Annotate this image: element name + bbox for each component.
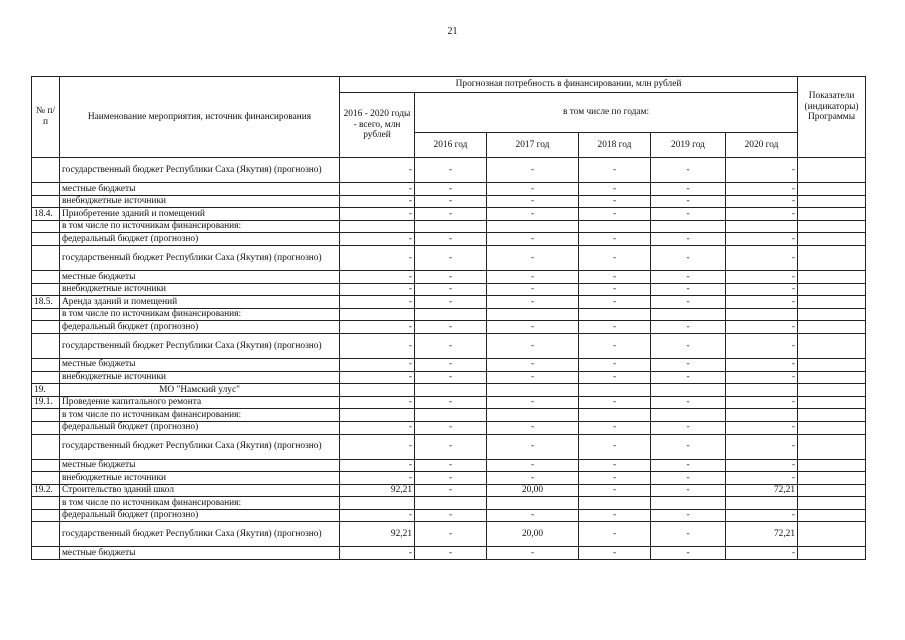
cell-total: - xyxy=(340,472,415,485)
cell-year-2020 xyxy=(726,409,798,422)
cell-year-2020: - xyxy=(726,195,798,208)
table-row xyxy=(32,321,866,334)
row-number xyxy=(32,195,60,208)
cell-year-2017: - xyxy=(487,371,579,384)
cell-year-2020: 72,21 xyxy=(726,484,798,497)
table-body xyxy=(32,158,866,560)
table-row xyxy=(32,296,866,309)
row-number: 19.1. xyxy=(32,396,60,409)
cell-year-2018: - xyxy=(579,296,651,309)
cell-year-2018: - xyxy=(579,434,651,459)
header-year-2020: 2020 год xyxy=(726,133,798,158)
row-number xyxy=(32,497,60,510)
cell-year-2017 xyxy=(487,384,579,397)
table-row xyxy=(32,283,866,296)
cell-total: - xyxy=(340,283,415,296)
cell-year-2018: - xyxy=(579,509,651,522)
row-number xyxy=(32,421,60,434)
cell-year-2016: - xyxy=(415,509,487,522)
header-year-2016: 2016 год xyxy=(415,133,487,158)
cell-year-2016: - xyxy=(415,296,487,309)
cell-year-2020: - xyxy=(726,283,798,296)
cell-year-2017: - xyxy=(487,270,579,283)
cell-year-2019 xyxy=(651,409,726,422)
cell-year-2016: - xyxy=(415,208,487,221)
cell-year-2018: - xyxy=(579,371,651,384)
cell-year-2018: - xyxy=(579,245,651,270)
cell-year-2016: - xyxy=(415,283,487,296)
row-number xyxy=(32,459,60,472)
cell-year-2016: - xyxy=(415,233,487,246)
cell-year-2017: - xyxy=(487,195,579,208)
cell-year-2019: - xyxy=(651,208,726,221)
cell-year-2020: - xyxy=(726,547,798,560)
header-total: 2016 - 2020 годы - всего, млн рублей xyxy=(340,93,415,158)
cell-year-2019: - xyxy=(651,522,726,547)
row-name: в том числе по источникам финансирования: xyxy=(60,220,340,233)
row-number xyxy=(32,522,60,547)
row-name: местные бюджеты xyxy=(60,547,340,560)
cell-total: - xyxy=(340,421,415,434)
row-name: в том числе по источникам финансирования: xyxy=(60,409,340,422)
cell-year-2016: - xyxy=(415,472,487,485)
cell-indicators xyxy=(798,296,866,309)
cell-indicators xyxy=(798,371,866,384)
cell-total: - xyxy=(340,321,415,334)
cell-year-2018 xyxy=(579,308,651,321)
cell-indicators xyxy=(798,158,866,183)
financing-table xyxy=(31,76,866,560)
cell-year-2017: - xyxy=(487,158,579,183)
table-row xyxy=(32,509,866,522)
cell-total: - xyxy=(340,270,415,283)
cell-total: - xyxy=(340,358,415,371)
row-number xyxy=(32,409,60,422)
row-name: местные бюджеты xyxy=(60,270,340,283)
row-name: внебюджетные источники xyxy=(60,195,340,208)
cell-indicators xyxy=(798,358,866,371)
row-name: МО "Намский улус" xyxy=(60,384,340,397)
row-name: местные бюджеты xyxy=(60,459,340,472)
cell-year-2016: - xyxy=(415,547,487,560)
cell-year-2019: - xyxy=(651,472,726,485)
cell-year-2018 xyxy=(579,220,651,233)
cell-year-2018: - xyxy=(579,333,651,358)
cell-year-2020: 72,21 xyxy=(726,522,798,547)
cell-indicators xyxy=(798,409,866,422)
cell-indicators xyxy=(798,308,866,321)
row-name: Строительство зданий школ xyxy=(60,484,340,497)
cell-indicators xyxy=(798,509,866,522)
cell-year-2018: - xyxy=(579,421,651,434)
cell-indicators xyxy=(798,384,866,397)
cell-year-2020: - xyxy=(726,208,798,221)
row-name: федеральный бюджет (прогнозно) xyxy=(60,233,340,246)
table-row xyxy=(32,233,866,246)
table-row xyxy=(32,434,866,459)
table-row xyxy=(32,308,866,321)
row-number xyxy=(32,358,60,371)
cell-year-2016: - xyxy=(415,183,487,196)
cell-year-2016: - xyxy=(415,522,487,547)
cell-year-2020: - xyxy=(726,233,798,246)
cell-year-2020: - xyxy=(726,321,798,334)
cell-year-2019 xyxy=(651,220,726,233)
table-row xyxy=(32,547,866,560)
row-number xyxy=(32,270,60,283)
table-row xyxy=(32,497,866,510)
cell-total: - xyxy=(340,233,415,246)
row-number xyxy=(32,308,60,321)
cell-total: 92,21 xyxy=(340,484,415,497)
cell-year-2020: - xyxy=(726,421,798,434)
cell-year-2020: - xyxy=(726,183,798,196)
cell-year-2016: - xyxy=(415,459,487,472)
cell-year-2017: - xyxy=(487,434,579,459)
row-number xyxy=(32,434,60,459)
row-number xyxy=(32,547,60,560)
row-number: 18.5. xyxy=(32,296,60,309)
cell-year-2017: - xyxy=(487,333,579,358)
cell-indicators xyxy=(798,183,866,196)
cell-year-2016 xyxy=(415,384,487,397)
cell-year-2020: - xyxy=(726,434,798,459)
cell-indicators xyxy=(798,220,866,233)
cell-total: - xyxy=(340,434,415,459)
cell-year-2020: - xyxy=(726,472,798,485)
row-name: местные бюджеты xyxy=(60,358,340,371)
row-name: внебюджетные источники xyxy=(60,371,340,384)
cell-year-2017: - xyxy=(487,296,579,309)
cell-total xyxy=(340,409,415,422)
cell-year-2020: - xyxy=(726,296,798,309)
table-header xyxy=(32,77,866,158)
table-row xyxy=(32,333,866,358)
row-number xyxy=(32,333,60,358)
table-row xyxy=(32,472,866,485)
table-row xyxy=(32,358,866,371)
cell-indicators xyxy=(798,245,866,270)
cell-year-2017 xyxy=(487,308,579,321)
cell-year-2019: - xyxy=(651,434,726,459)
cell-total xyxy=(340,220,415,233)
cell-year-2016: - xyxy=(415,421,487,434)
cell-indicators xyxy=(798,208,866,221)
header-num: № п/п xyxy=(32,77,60,158)
cell-year-2019: - xyxy=(651,233,726,246)
row-name: Аренда зданий и помещений xyxy=(60,296,340,309)
cell-year-2016 xyxy=(415,220,487,233)
cell-total xyxy=(340,308,415,321)
cell-year-2016: - xyxy=(415,195,487,208)
row-name: внебюджетные источники xyxy=(60,472,340,485)
row-name: государственный бюджет Республики Саха (Якутия) (прогнозно) xyxy=(60,158,340,183)
cell-total: - xyxy=(340,208,415,221)
row-name: государственный бюджет Республики Саха (Якутия) (прогнозно) xyxy=(60,434,340,459)
table-row xyxy=(32,396,866,409)
cell-year-2019: - xyxy=(651,371,726,384)
row-number: 19.2. xyxy=(32,484,60,497)
cell-year-2016 xyxy=(415,409,487,422)
cell-indicators xyxy=(798,472,866,485)
row-number xyxy=(32,472,60,485)
cell-year-2016: - xyxy=(415,396,487,409)
cell-indicators xyxy=(798,396,866,409)
row-number xyxy=(32,183,60,196)
cell-year-2020: - xyxy=(726,245,798,270)
cell-year-2017: 20,00 xyxy=(487,484,579,497)
cell-year-2017: - xyxy=(487,421,579,434)
row-number: 19. xyxy=(32,384,60,397)
row-name: федеральный бюджет (прогнозно) xyxy=(60,509,340,522)
row-name: Приобретение зданий и помещений xyxy=(60,208,340,221)
cell-year-2019: - xyxy=(651,321,726,334)
cell-year-2019: - xyxy=(651,396,726,409)
cell-year-2019: - xyxy=(651,195,726,208)
cell-indicators xyxy=(798,283,866,296)
cell-year-2016: - xyxy=(415,434,487,459)
cell-year-2018: - xyxy=(579,233,651,246)
row-name: государственный бюджет Республики Саха (Якутия) (прогнозно) xyxy=(60,333,340,358)
cell-year-2018: - xyxy=(579,208,651,221)
cell-year-2020 xyxy=(726,384,798,397)
cell-year-2018 xyxy=(579,497,651,510)
table-row xyxy=(32,158,866,183)
cell-year-2019: - xyxy=(651,333,726,358)
cell-year-2017: - xyxy=(487,233,579,246)
row-name: государственный бюджет Республики Саха (Якутия) (прогнозно) xyxy=(60,245,340,270)
table-row xyxy=(32,522,866,547)
cell-year-2017: - xyxy=(487,321,579,334)
cell-year-2019: - xyxy=(651,547,726,560)
cell-indicators xyxy=(798,484,866,497)
cell-year-2017: - xyxy=(487,183,579,196)
page-number: 21 xyxy=(447,26,458,37)
row-number xyxy=(32,220,60,233)
cell-year-2019: - xyxy=(651,421,726,434)
table-row xyxy=(32,421,866,434)
cell-year-2016: - xyxy=(415,484,487,497)
row-name: внебюджетные источники xyxy=(60,283,340,296)
cell-indicators xyxy=(798,547,866,560)
table-row xyxy=(32,220,866,233)
cell-indicators xyxy=(798,421,866,434)
cell-year-2017: - xyxy=(487,245,579,270)
row-number xyxy=(32,321,60,334)
row-name: местные бюджеты xyxy=(60,183,340,196)
cell-total: - xyxy=(340,245,415,270)
cell-year-2019 xyxy=(651,384,726,397)
cell-year-2016: - xyxy=(415,333,487,358)
table-row xyxy=(32,371,866,384)
cell-indicators xyxy=(798,522,866,547)
cell-year-2018: - xyxy=(579,459,651,472)
cell-year-2020 xyxy=(726,308,798,321)
table-row xyxy=(32,409,866,422)
cell-year-2019: - xyxy=(651,158,726,183)
cell-year-2017: - xyxy=(487,509,579,522)
row-number xyxy=(32,371,60,384)
header-year-2017: 2017 год xyxy=(487,133,579,158)
cell-year-2018: - xyxy=(579,195,651,208)
cell-year-2017: - xyxy=(487,283,579,296)
header-name: Наименование мероприятия, источник финансирования xyxy=(60,77,340,158)
row-number xyxy=(32,509,60,522)
cell-year-2018: - xyxy=(579,270,651,283)
cell-year-2017: - xyxy=(487,472,579,485)
header-year-2019: 2019 год xyxy=(651,133,726,158)
cell-indicators xyxy=(798,270,866,283)
table-row xyxy=(32,459,866,472)
cell-year-2016: - xyxy=(415,270,487,283)
table-row xyxy=(32,195,866,208)
cell-year-2019: - xyxy=(651,509,726,522)
cell-year-2017: - xyxy=(487,396,579,409)
cell-year-2017: - xyxy=(487,547,579,560)
cell-year-2019: - xyxy=(651,183,726,196)
cell-total: - xyxy=(340,547,415,560)
row-name: федеральный бюджет (прогнозно) xyxy=(60,321,340,334)
cell-indicators xyxy=(798,233,866,246)
cell-year-2018 xyxy=(579,384,651,397)
cell-indicators xyxy=(798,434,866,459)
header-indicators: Показатели (индикаторы) Программы xyxy=(798,77,866,158)
header-year-2018: 2018 год xyxy=(579,133,651,158)
cell-total: - xyxy=(340,509,415,522)
row-number: 18.4. xyxy=(32,208,60,221)
cell-year-2017: - xyxy=(487,358,579,371)
cell-year-2020: - xyxy=(726,358,798,371)
cell-year-2016: - xyxy=(415,371,487,384)
cell-year-2020 xyxy=(726,497,798,510)
cell-year-2016 xyxy=(415,497,487,510)
row-number xyxy=(32,158,60,183)
cell-year-2018: - xyxy=(579,358,651,371)
header-forecast-group: Прогнозная потребность в финансировании, млн рублей xyxy=(340,77,798,93)
cell-indicators xyxy=(798,459,866,472)
cell-year-2019: - xyxy=(651,296,726,309)
table-row xyxy=(32,245,866,270)
cell-year-2020 xyxy=(726,220,798,233)
cell-year-2016: - xyxy=(415,158,487,183)
row-number xyxy=(32,283,60,296)
cell-year-2018: - xyxy=(579,158,651,183)
cell-year-2020: - xyxy=(726,509,798,522)
cell-total xyxy=(340,497,415,510)
header-by-years: в том числе по годам: xyxy=(415,93,798,133)
cell-total: - xyxy=(340,158,415,183)
cell-year-2017 xyxy=(487,497,579,510)
cell-year-2019: - xyxy=(651,484,726,497)
cell-year-2019: - xyxy=(651,358,726,371)
cell-year-2017: - xyxy=(487,208,579,221)
cell-indicators xyxy=(798,497,866,510)
cell-year-2020: - xyxy=(726,459,798,472)
cell-year-2017 xyxy=(487,220,579,233)
cell-year-2019: - xyxy=(651,283,726,296)
cell-year-2019: - xyxy=(651,245,726,270)
cell-indicators xyxy=(798,321,866,334)
cell-year-2018: - xyxy=(579,484,651,497)
cell-year-2018: - xyxy=(579,522,651,547)
cell-indicators xyxy=(798,333,866,358)
row-name: Проведение капитального ремонта xyxy=(60,396,340,409)
cell-year-2018: - xyxy=(579,183,651,196)
table-row xyxy=(32,384,866,397)
cell-total: - xyxy=(340,195,415,208)
cell-year-2017: - xyxy=(487,459,579,472)
cell-year-2018: - xyxy=(579,283,651,296)
table-row xyxy=(32,484,866,497)
row-name: федеральный бюджет (прогнозно) xyxy=(60,421,340,434)
row-number xyxy=(32,233,60,246)
cell-year-2016 xyxy=(415,308,487,321)
cell-indicators xyxy=(798,195,866,208)
cell-year-2020: - xyxy=(726,270,798,283)
cell-total: - xyxy=(340,296,415,309)
cell-total: - xyxy=(340,333,415,358)
cell-year-2018: - xyxy=(579,321,651,334)
table-row xyxy=(32,183,866,196)
cell-year-2017: 20,00 xyxy=(487,522,579,547)
cell-total: - xyxy=(340,459,415,472)
cell-year-2020: - xyxy=(726,371,798,384)
cell-total: - xyxy=(340,396,415,409)
cell-year-2020: - xyxy=(726,333,798,358)
row-number xyxy=(32,245,60,270)
cell-year-2016: - xyxy=(415,358,487,371)
cell-year-2018 xyxy=(579,409,651,422)
cell-year-2019: - xyxy=(651,459,726,472)
cell-year-2017 xyxy=(487,409,579,422)
cell-year-2018: - xyxy=(579,396,651,409)
cell-year-2018: - xyxy=(579,472,651,485)
row-name: государственный бюджет Республики Саха (Якутия) (прогнозно) xyxy=(60,522,340,547)
row-name: в том числе по источникам финансирования: xyxy=(60,497,340,510)
cell-year-2016: - xyxy=(415,321,487,334)
cell-total: - xyxy=(340,183,415,196)
cell-year-2020: - xyxy=(726,396,798,409)
cell-year-2019 xyxy=(651,308,726,321)
cell-total: - xyxy=(340,371,415,384)
table-row xyxy=(32,270,866,283)
table-row xyxy=(32,208,866,221)
cell-year-2020: - xyxy=(726,158,798,183)
cell-total: 92,21 xyxy=(340,522,415,547)
cell-year-2018: - xyxy=(579,547,651,560)
row-name: в том числе по источникам финансирования: xyxy=(60,308,340,321)
cell-year-2019: - xyxy=(651,270,726,283)
cell-total xyxy=(340,384,415,397)
cell-year-2016: - xyxy=(415,245,487,270)
cell-year-2019 xyxy=(651,497,726,510)
